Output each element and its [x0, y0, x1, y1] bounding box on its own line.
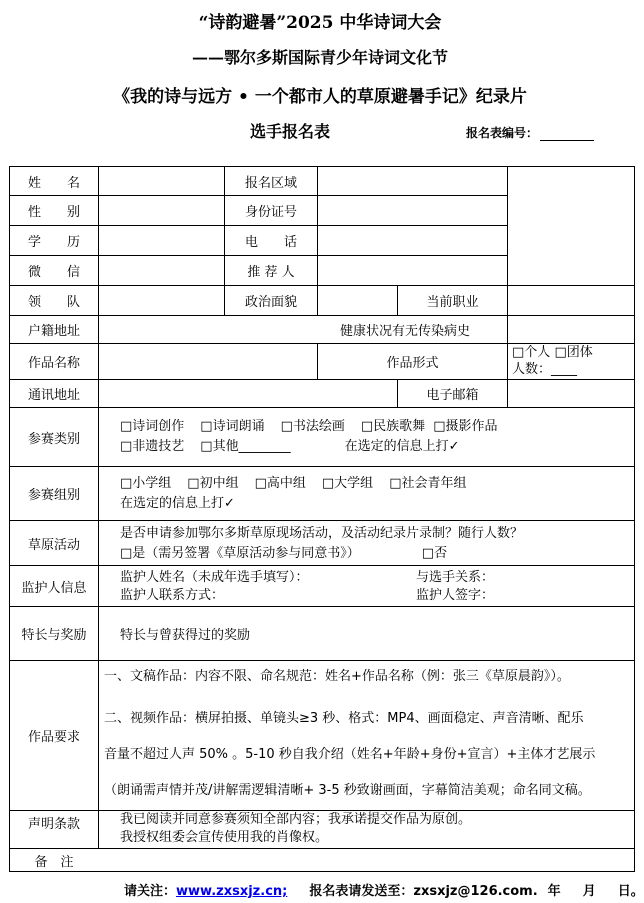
- registration-number-label: 报名表编号：: [466, 126, 539, 140]
- label-mailing-address: 通讯地址: [27, 388, 80, 403]
- category-hint: 在选定的信息上打✓: [344, 439, 460, 454]
- category-poetry-recitation[interactable]: □诗词朗诵: [200, 419, 265, 434]
- requirement-text-submission: 一、文稿作品：内容不限、命名规范：姓名+作品名称（例：张三《草原晨韵》）。: [104, 669, 570, 684]
- group-social-youth[interactable]: □社会青年组: [389, 476, 467, 491]
- label-group: 参赛组别: [27, 488, 80, 503]
- mailing-address-field[interactable]: [99, 380, 397, 407]
- label-work-form: 作品形式: [386, 356, 439, 371]
- grassland-yes-checkbox[interactable]: □是（需另签署《草原活动参与同意书》）: [120, 546, 360, 561]
- label-category: 参赛类别: [27, 431, 80, 447]
- footer-send-to: 报名表请发送至：: [309, 884, 414, 899]
- footer-notice: 请关注：: [124, 884, 177, 899]
- label-health-status: 健康状况有无传染病史: [340, 324, 471, 339]
- footer: [124, 880, 644, 899]
- footer-month: 月: [582, 884, 596, 899]
- name-field[interactable]: [99, 167, 224, 195]
- category-photography[interactable]: □摄影作品: [433, 419, 498, 434]
- label-education: 学 历: [27, 235, 80, 250]
- work-form-options: [512, 344, 634, 379]
- grassland-no-checkbox[interactable]: □否: [421, 546, 448, 561]
- group-university[interactable]: □大学组: [321, 476, 374, 491]
- header-line-3: 《我的诗与远方 • 一个都市人的草原避暑手记》纪录片: [113, 87, 527, 107]
- category-poetry-writing[interactable]: □诗词创作: [120, 419, 185, 434]
- guardian-relation[interactable]: 与选手关系：: [416, 570, 495, 585]
- registration-number: [466, 124, 594, 141]
- label-wechat: 微 信: [27, 265, 80, 280]
- label-team-leader: 领 队: [27, 295, 80, 310]
- footer-year: 年: [547, 884, 561, 899]
- website-link[interactable]: www.zxsxjz.cn;: [176, 884, 288, 899]
- gender-field[interactable]: [99, 196, 224, 225]
- team-count[interactable]: 人数：____: [512, 362, 578, 377]
- requirement-video-submission: 二、视频作品：横屏拍摄、单镜头≥3 秒、格式：MP4、画面稳定、声音清晰、配乐: [104, 711, 584, 726]
- political-status-field[interactable]: [318, 286, 397, 315]
- email-field[interactable]: [508, 380, 634, 407]
- label-guardian-info: 监护人信息: [21, 580, 87, 596]
- label-occupation: 当前职业: [426, 295, 479, 310]
- label-referrer: 推 荐 人: [247, 265, 295, 280]
- region-field[interactable]: [318, 167, 507, 195]
- category-options: [120, 417, 497, 457]
- declaration-line-1: 我已阅读并同意参赛须知全部内容；我承诺提交作品为原创。: [120, 812, 472, 827]
- label-gender: 性 别: [27, 205, 80, 220]
- declaration-text: [120, 811, 471, 847]
- wechat-field[interactable]: [99, 256, 224, 285]
- category-intangible-heritage[interactable]: □非遗技艺: [120, 439, 185, 454]
- label-name: 姓 名: [27, 175, 80, 191]
- requirement-video-style: （朗诵需声情并茂/讲解需逻辑清晰+ 3-5 秒致谢画面，字幕简洁美观；命名同文稿。: [104, 783, 591, 798]
- household-address-field[interactable]: [99, 316, 339, 343]
- referrer-field[interactable]: [318, 256, 507, 285]
- footer-day: 日。: [617, 884, 644, 899]
- label-household-address: 户籍地址: [27, 324, 80, 339]
- group-junior-high[interactable]: □初中组: [187, 476, 239, 491]
- registration-number-field[interactable]: [540, 128, 594, 141]
- group-options: [120, 474, 466, 514]
- label-email: 电子邮箱: [426, 388, 479, 403]
- work-name-field[interactable]: [99, 344, 317, 379]
- grassland-question: 是否申请参加鄂尔多斯草原现场活动，及活动纪录片录制？随行人数？: [120, 526, 524, 541]
- form-title: 选手报名表: [249, 122, 330, 141]
- group-primary[interactable]: □小学组: [120, 476, 172, 491]
- label-political-status: 政治面貌: [244, 295, 297, 310]
- id-number-field[interactable]: [318, 196, 507, 225]
- talent-awards-field[interactable]: 特长与曾获得过的奖励: [120, 628, 251, 643]
- photo-box[interactable]: [508, 167, 634, 285]
- grassland-options: [120, 524, 523, 564]
- label-declaration: 声明条款: [27, 816, 80, 832]
- label-id-number: 身份证号: [244, 205, 297, 220]
- phone-field[interactable]: [318, 226, 507, 255]
- label-remarks: 备 注: [34, 854, 74, 870]
- education-field[interactable]: [99, 226, 224, 255]
- label-phone: 电 话: [244, 235, 297, 250]
- header-line-1: “诗韵避暑”2025 中华诗词大会: [198, 13, 442, 33]
- registration-form: [9, 166, 635, 872]
- guardian-contact[interactable]: 监护人联系方式：: [120, 588, 225, 603]
- category-other[interactable]: □其他________: [200, 439, 291, 454]
- team-leader-field[interactable]: [99, 286, 224, 315]
- guardian-name[interactable]: 监护人姓名（未成年选手填写）：: [120, 570, 309, 585]
- category-calligraphy-painting[interactable]: □书法绘画: [280, 419, 345, 434]
- health-status-field[interactable]: [508, 316, 634, 343]
- label-grassland-activity: 草原活动: [27, 537, 80, 553]
- declaration-line-2: 我授权组委会宣传使用我的肖像权。: [120, 830, 329, 845]
- group-hint: 在选定的信息上打✓: [120, 496, 235, 511]
- category-ethnic-dance[interactable]: □民族歌舞: [360, 419, 426, 434]
- footer-email[interactable]: zxsxjz@126.com.: [413, 884, 538, 899]
- header-line-2: ——鄂尔多斯国际青少年诗词文化节: [191, 48, 448, 67]
- occupation-field[interactable]: [508, 286, 634, 315]
- remarks-field[interactable]: [99, 849, 634, 871]
- group-senior-high[interactable]: □高中组: [254, 476, 306, 491]
- label-work-requirements: 作品要求: [27, 730, 80, 745]
- team-checkbox[interactable]: □团体: [554, 345, 593, 360]
- label-talent-awards: 特长与奖励: [21, 628, 87, 643]
- label-work-name: 作品名称: [27, 356, 80, 371]
- individual-checkbox[interactable]: □个人: [512, 345, 551, 360]
- requirement-video-audio: 音量不超过人声 50% 。5-10 秒自我介绍（姓名+年龄+身份+宣言）+主体才艺展示: [104, 747, 596, 762]
- guardian-signature[interactable]: 监护人签字：: [416, 588, 495, 603]
- label-region: 报名区域: [244, 175, 297, 191]
